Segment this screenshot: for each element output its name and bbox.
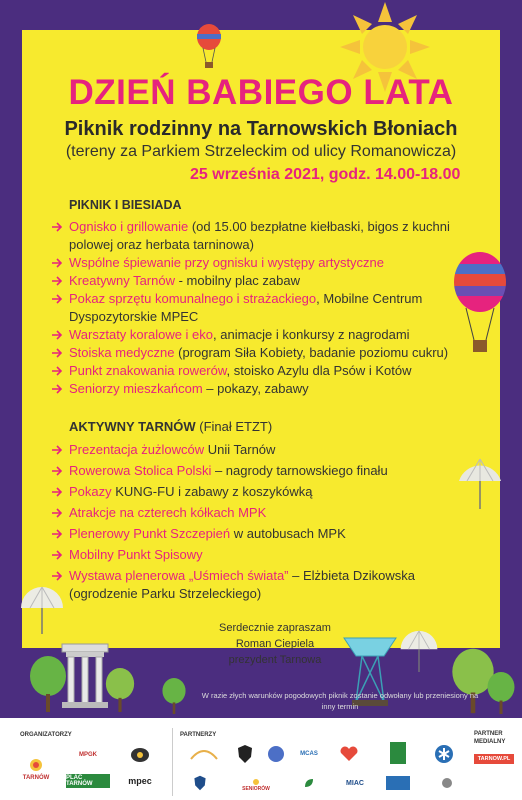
poster-title: DZIEŃ BABIEGO LATA (68, 73, 454, 112)
heart-icon (340, 746, 358, 762)
partner-logo-3 (390, 742, 406, 764)
list-item-text (69, 441, 472, 459)
arrow-right-icon (52, 466, 64, 476)
partner-logo-5 (386, 776, 410, 790)
arrow-right-icon (52, 550, 64, 560)
partner-emblem-icon (441, 777, 453, 789)
partner-logo-4 (292, 776, 326, 790)
list-item-text (69, 218, 472, 254)
list-item-text (69, 483, 472, 501)
arrow-right-icon (52, 508, 64, 518)
list-item-highlight: Rowerowa Stolica Polski (69, 463, 212, 478)
seniorow-logo-text: SENIORÓW (242, 786, 270, 792)
list-item-text (69, 380, 472, 398)
list-item-highlight: Plenerowy Punkt Szczepień (69, 526, 231, 541)
leaf-icon (303, 777, 315, 789)
partner-emblem-icon (189, 747, 219, 761)
list-item-detail: , stoisko Azylu dla Psów i Kotów (226, 363, 412, 378)
plac-logo: PLAC TARNÓW (66, 774, 110, 788)
list-item-detail: w autobusach MPK (230, 526, 346, 541)
section-heading-picnic: PIKNIK I BIESIADA (69, 198, 182, 212)
list-item-highlight: Wspólne śpiewanie przy ognisku i występy artystyczne (69, 255, 385, 270)
list-item (52, 254, 472, 272)
list-item-text (69, 290, 472, 326)
hot-air-balloon-icon (196, 24, 222, 74)
list-item (52, 462, 472, 480)
event-location: (tereny za Parkiem Strzeleckim od ulicy Romanowicza) (65, 143, 457, 160)
list-item (52, 525, 472, 543)
list-item-text (69, 326, 472, 344)
sun-logo-icon (251, 778, 261, 786)
list-item (52, 326, 472, 344)
list-item (52, 272, 472, 290)
list-item-detail: , animacje i konkursy z nagrodami (213, 327, 410, 342)
list-item-text (69, 462, 472, 480)
list-item-highlight: Punkt znakowania rowerów (69, 363, 227, 378)
tarnow-pl-logo: TARNOW.PL (474, 754, 514, 764)
arrow-right-icon (52, 222, 64, 232)
list-item-text (69, 546, 472, 564)
arrow-right-icon (52, 445, 64, 455)
footer-divider (172, 728, 173, 796)
list-item-highlight: Pokazy (69, 484, 112, 499)
list-item-text (69, 567, 472, 603)
list-item (52, 441, 472, 459)
list-item-detail: - mobilny plac zabaw (174, 273, 300, 288)
list-item (52, 344, 472, 362)
miac-logo: MIAC (346, 779, 364, 787)
arrow-right-icon (52, 258, 64, 268)
list-item (52, 567, 472, 603)
closing-line-1: Serdecznie zapraszam (219, 622, 331, 634)
poster-subtitle: Piknik rodzinny na Tarnowskich Błoniach (64, 118, 458, 140)
mpec-logo: mpec (128, 776, 152, 786)
partner-logo-1 (186, 744, 222, 764)
partner-logo-6 (432, 776, 462, 790)
heart-logo (336, 744, 362, 764)
list-item (52, 483, 472, 501)
city-guard-logo (192, 774, 208, 792)
list-item (52, 290, 472, 326)
partners-label: PARTNERZY (180, 732, 217, 738)
weather-note: W razie złych warunków pogodowych piknik zostanie odwołany lub przeniesiony na inny termin (201, 691, 479, 711)
list-item-text (69, 254, 472, 272)
sun-logo-icon (26, 755, 46, 775)
arrow-right-icon (52, 571, 64, 581)
list-item-highlight: Kreatywny Tarnów (69, 273, 175, 288)
arrow-right-icon (52, 330, 64, 340)
section-heading-active-note: (Finał ETZT) (195, 419, 273, 434)
medical-logo (432, 742, 456, 766)
arrow-right-icon (52, 276, 64, 286)
list-item-detail: – pokazy, zabawy (202, 381, 309, 396)
list-item-text (69, 344, 472, 362)
list-item-detail: – nagrody tarnowskiego finału (211, 463, 388, 478)
list-item-highlight: Pokaz sprzętu komunalnego i strażackiego (69, 291, 317, 306)
tree-icon (160, 678, 188, 714)
list-item-detail: , Mobilne Centrum Dyspozytorskie MPEC (69, 291, 423, 324)
sponsors-footer (0, 718, 522, 800)
list-item-highlight: Wystawa plenerowa „Uśmiech świata” (69, 568, 289, 583)
list-item-text (69, 362, 472, 380)
closing-line-2: Roman Ciepiela (235, 638, 315, 650)
closing-line-3: prezydent Tarnowa (228, 654, 322, 666)
list-item (52, 504, 472, 522)
list-item (52, 380, 472, 398)
list-item-detail: Unii Tarnów (204, 442, 276, 457)
partner-logo-2 (264, 742, 288, 766)
star-of-life-icon (434, 744, 454, 764)
arrow-right-icon (52, 348, 64, 358)
list-item-highlight: Stoiska medyczne (69, 345, 175, 360)
mpgk-logo: MPGK (79, 752, 97, 758)
tarnow-logo-text: TARNÓW (22, 775, 50, 781)
umbrella-icon (398, 628, 440, 674)
event-date: 25 września 2021, godz. 14.00-18.00 (190, 166, 461, 183)
list-item-highlight: Prezentacja żużlowców (69, 442, 205, 457)
list-item-detail: (program Siła Kobiety, badanie poziomu cukru) (174, 345, 449, 360)
seniorow-logo (236, 776, 276, 794)
partner-emblem-icon (267, 745, 285, 763)
emblem-icon (130, 747, 150, 763)
list-item-text (69, 504, 472, 522)
list-item-highlight: Atrakcje na czterech kółkach MPK (69, 505, 267, 520)
arrow-right-icon (52, 384, 64, 394)
shield-icon (193, 775, 207, 791)
police-logo (236, 742, 254, 766)
list-item (52, 218, 472, 254)
list-item-detail: – Elżbieta Dzikowska (ogrodzenie Parku Strzeleckiego) (69, 568, 415, 601)
tree-icon (104, 668, 136, 712)
mcas-logo: MCAS (300, 751, 318, 757)
list-item (52, 546, 472, 564)
list-item (52, 362, 472, 380)
list-item-detail: (od 15.00 bezpłatne kiełbaski, bigos z kuchni polowej oraz herbata tarninowa) (69, 219, 450, 252)
organizers-label: ORGANIZATORZY (20, 732, 72, 738)
media-partner-label: PARTNER MEDIALNY (474, 731, 506, 745)
list-item-highlight: Warsztaty koralowe i eko (69, 327, 214, 342)
list-item-text (69, 525, 472, 543)
tarnow-logo (18, 748, 54, 788)
list-item-highlight: Ognisko i grillowanie (69, 219, 189, 234)
shield-icon (237, 744, 253, 764)
list-item-text (69, 272, 472, 290)
closing-signature (200, 620, 350, 668)
arrow-right-icon (52, 294, 64, 304)
list-item-detail: KUNG-FU i zabawy z koszykówką (111, 484, 313, 499)
tree-icon (486, 672, 516, 714)
arrow-right-icon (52, 487, 64, 497)
section-heading-active-label: AKTYWNY TARNÓW (69, 419, 196, 434)
arrow-right-icon (52, 366, 64, 376)
list-item-highlight: Seniorzy mieszkańcom (69, 381, 203, 396)
section-heading-active (69, 419, 272, 434)
list-item-highlight: Mobilny Punkt Spisowy (69, 547, 203, 562)
emblem-logo (120, 744, 160, 766)
tree-icon (28, 656, 68, 712)
arrow-right-icon (52, 529, 64, 539)
